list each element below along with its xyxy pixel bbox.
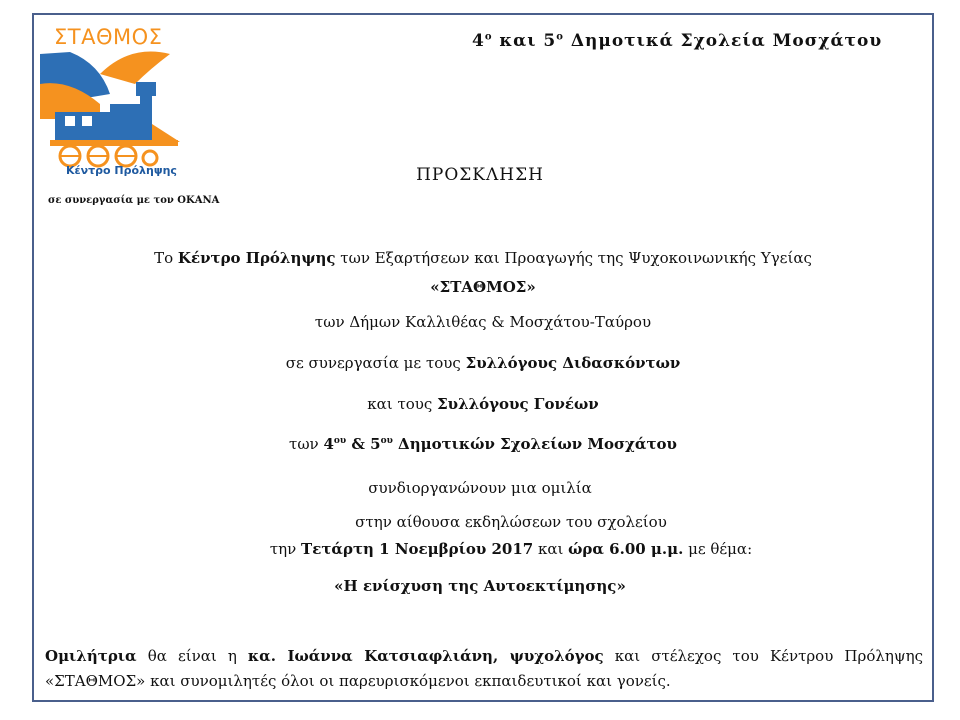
body-line-7: συνδιοργανώνουν μια ομιλία	[368, 479, 592, 497]
closing-paragraph: Ομιλήτρια θα είναι η κα. Ιωάννα Κατσιαφλιάνη, ψυχολόγος και στέλεχος του Κέντρου Πρόληψης «ΣΤΑΘΜΟΣ» και συνομιλητές όλοι οι παρευρισκόμενοι εκπαιδευτικοί και γονείς.	[45, 647, 923, 690]
logo-title: ΣΤΑΘΜΟΣ	[54, 25, 163, 49]
body-line-9: την Τετάρτη 1 Νοεμβρίου 2017 και ώρα 6.00 μ.μ. με θέμα:	[269, 540, 753, 558]
body-line-2: «ΣΤΑΘΜΟΣ»	[430, 278, 536, 296]
lecture-topic: «Η ενίσχυση της Αυτοεκτίμησης»	[334, 577, 626, 595]
body-line-6: των $4^{o\upsilon}$ & $5^{o\upsilon}$ Δημοτικών Σχολείων Μοσχάτου	[289, 435, 677, 453]
body-line-4: σε συνεργασία με τους Συλλόγους Διδασκόντων	[285, 354, 681, 372]
body-line-5: και τους Συλλόγους Γονέων	[367, 395, 599, 413]
body-line-3: των Δήμων Καλλιθέας & Μοσχάτου-Ταύρου	[314, 313, 652, 331]
body-line-8: στην αίθουσα εκδηλώσεων του σχολείου	[355, 513, 667, 531]
page-title: ΠΡΟΣΚΛΗΣΗ	[416, 165, 544, 185]
school-header: $4^o$ και $5^o$ Δημοτικά Σχολεία Μοσχάτου	[472, 31, 883, 51]
logo-subtitle: Κέντρο Πρόληψης	[66, 164, 177, 177]
partner-note: σε συνεργασία με τον ΟΚΑΝΑ	[48, 195, 220, 206]
body-line-1: Το Κέντρο Πρόληψης των Εξαρτήσεων και Προαγωγής της Ψυχοκοινωνικής Υγείας	[154, 249, 812, 267]
